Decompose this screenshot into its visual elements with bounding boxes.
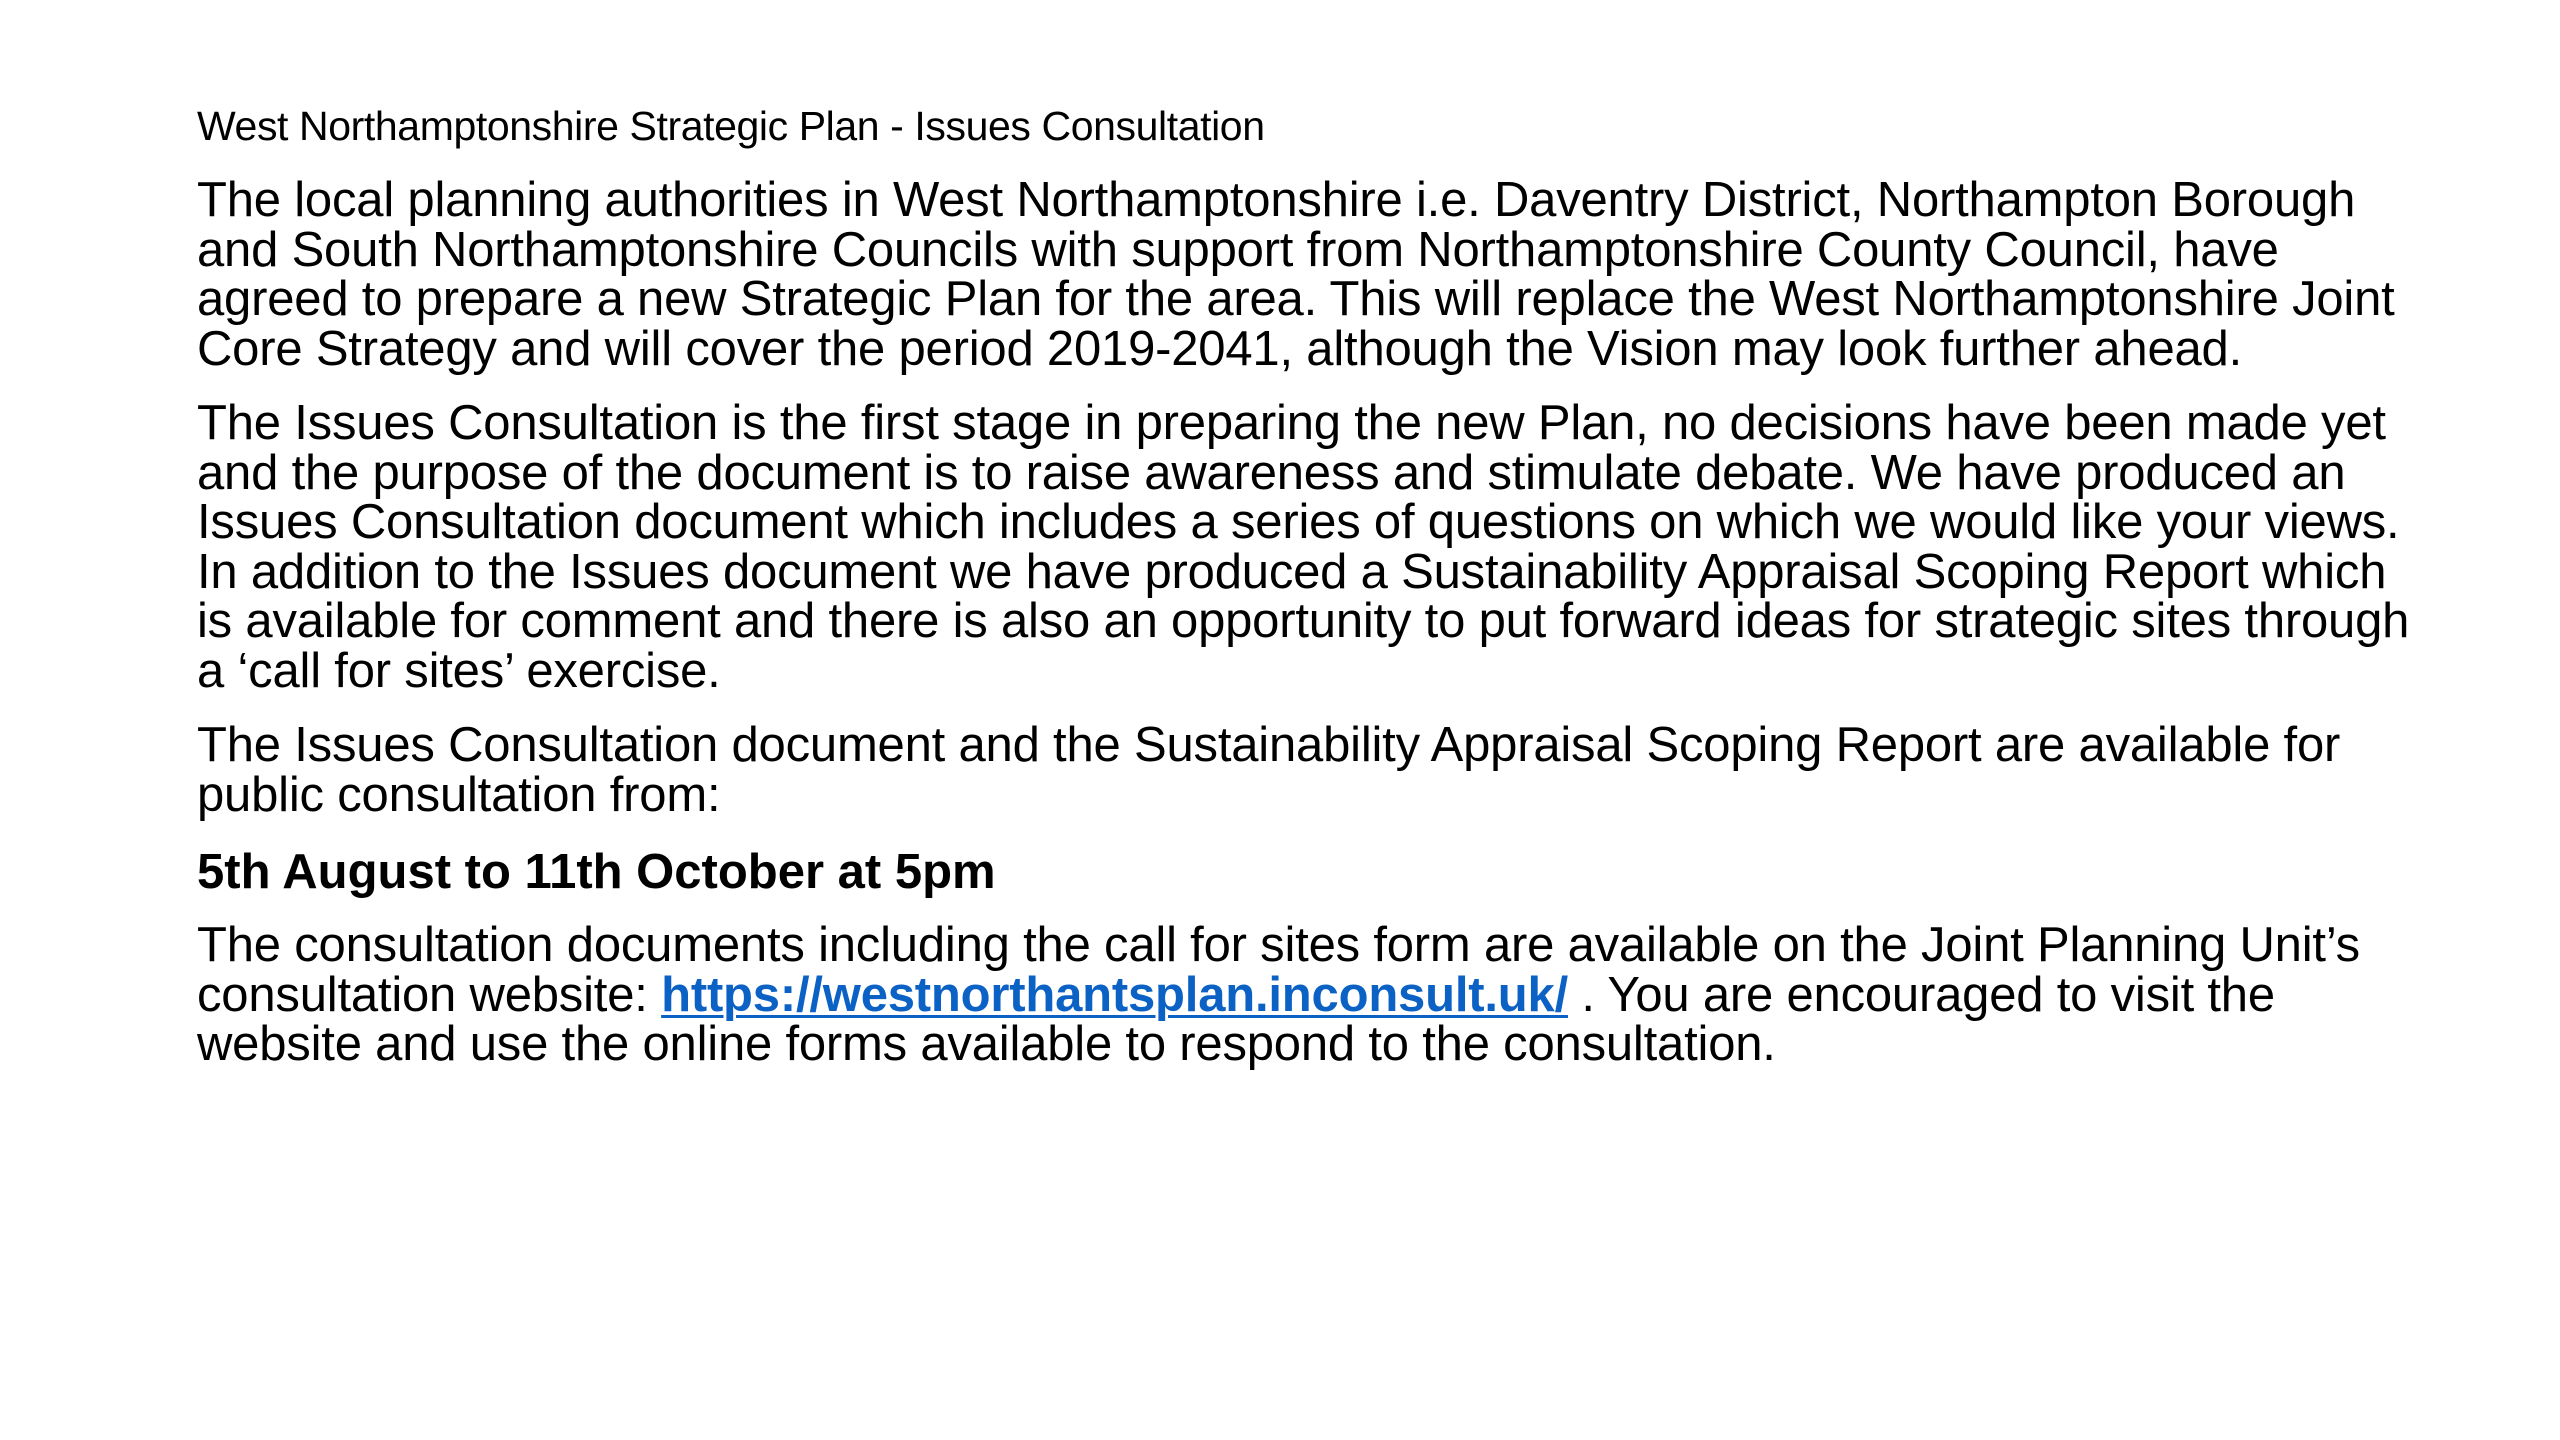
website-paragraph-outro: . You are encouraged to visit the website and use the online forms available to respond to the consultation. xyxy=(197,967,2275,1071)
consultation-dates: 5th August to 11th October at 5pm xyxy=(197,845,996,899)
consultation-website-link[interactable]: https://westnorthantsplan.inconsult.uk/ xyxy=(661,967,1568,1022)
slide-title: West Northamptonshire Strategic Plan - Issues Consultation xyxy=(197,103,1265,149)
website-paragraph-intro: The consultation documents including the call for sites form are available on the Joint Planning Unit’s consultation website: xyxy=(197,918,2360,1022)
issues-paragraph: The Issues Consultation is the first stage in preparing the new Plan, no decisions have been made yet and the purpose of the document is to raise awareness and stimulate debate. We have produced an Issues Consultation document which includes a series of questions on which we would like your views. In addition to the Issues document we have produced a Sustainability Appraisal Scoping Report which is available for comment and there is also an opportunity to put forward ideas for strategic sites through a ‘call for sites’ exercise. xyxy=(197,396,2410,698)
availability-paragraph: The Issues Consultation document and the Sustainability Appraisal Scoping Report are available for public consultation from: xyxy=(197,718,2341,822)
intro-paragraph: The local planning authorities in West Northamptonshire i.e. Daventry District, Northampton Borough and South Northamptonshire Councils with support from Northamptonshire County Council, have agreed to prepare a new Strategic Plan for the area. This will replace the West Northamptonshire Joint Core Strategy and will cover the period 2019-2041, although the Vision may look further ahead. xyxy=(197,173,2395,376)
slide-content xyxy=(197,100,2427,1095)
website-paragraph xyxy=(197,918,2427,1071)
